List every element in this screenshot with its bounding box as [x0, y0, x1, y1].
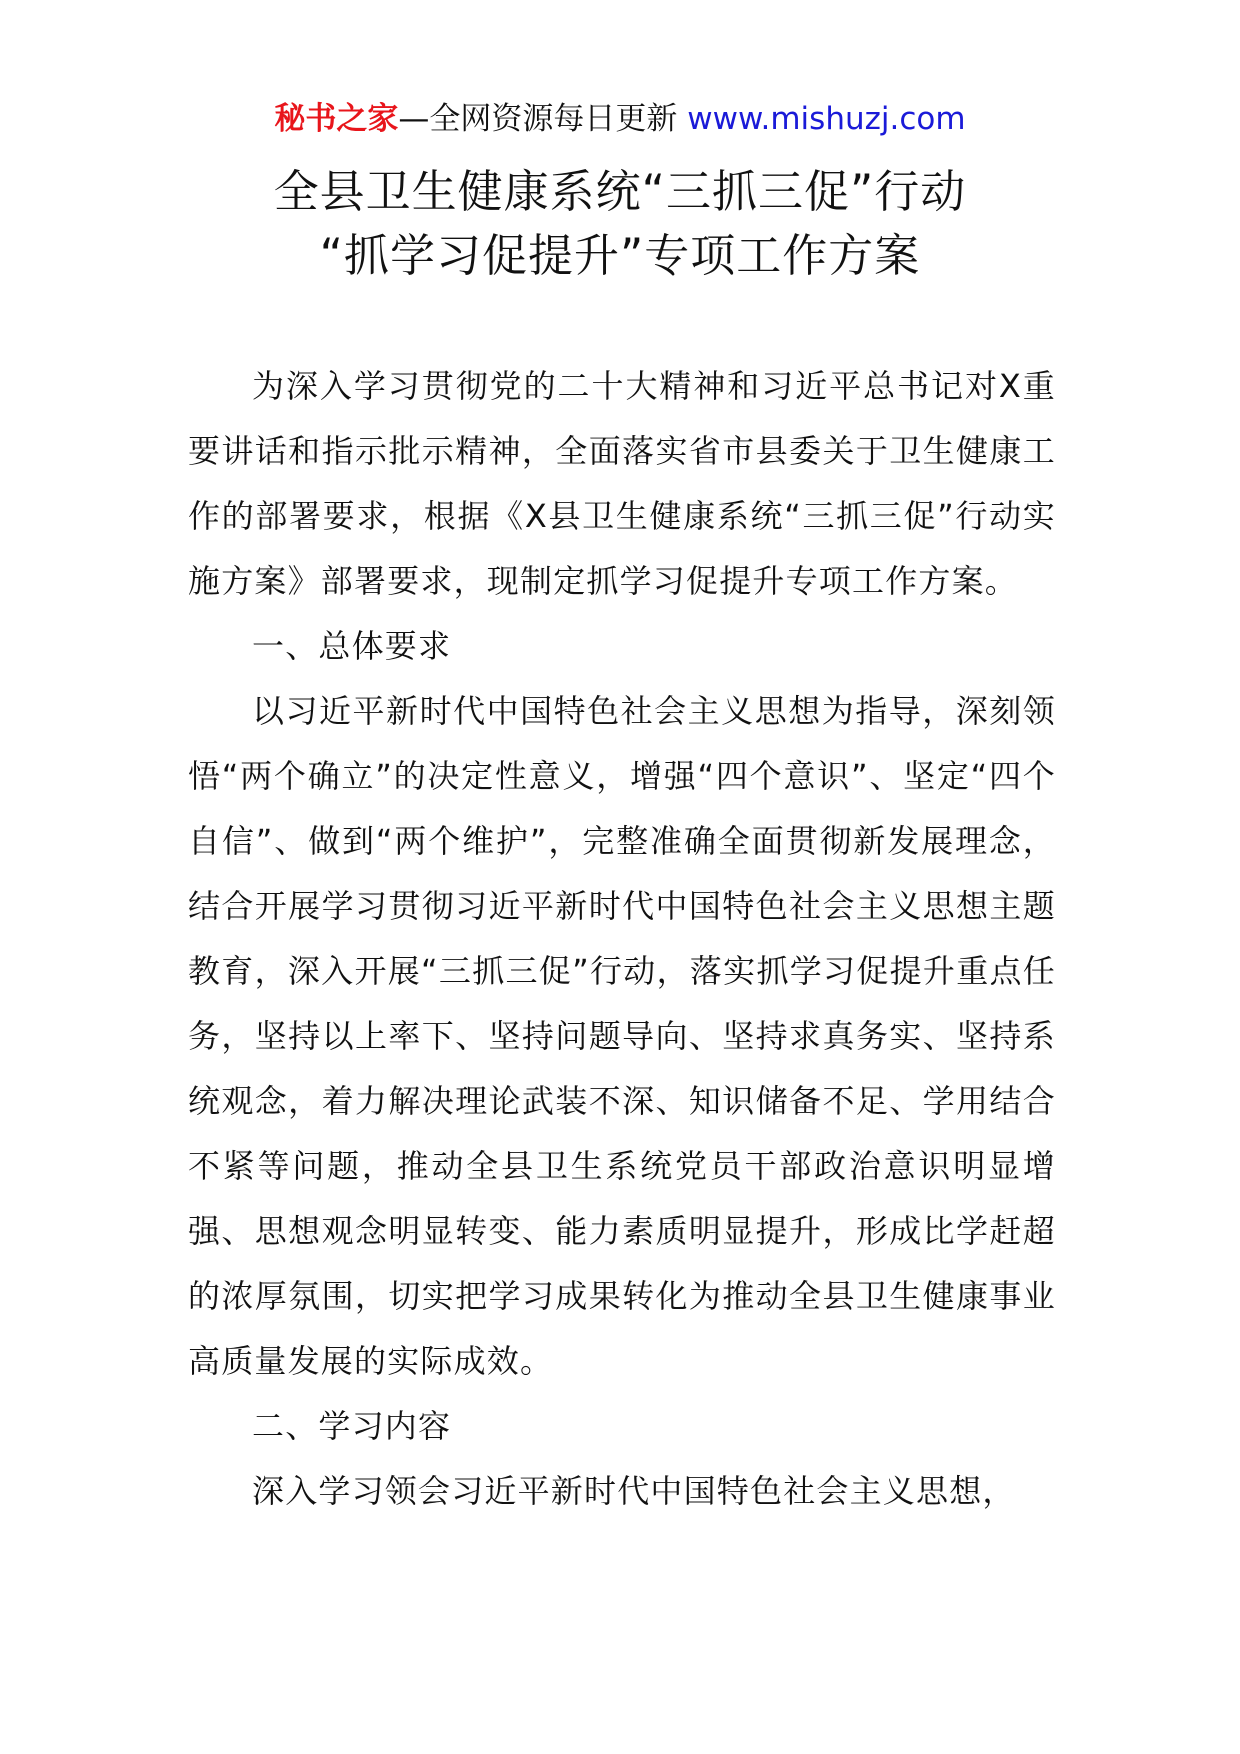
section-heading-general-requirements: 一、总体要求: [252, 627, 452, 665]
brand-name: 秘书之家: [274, 101, 399, 137]
document-body: [188, 354, 1056, 1524]
document-title-line-2: “抓学习促提升”专项工作方案: [319, 229, 921, 282]
general-requirements-paragraph: 以习近平新时代中国特色社会主义思想为指导，深刻领悟“两个确立”的决定性意义，增强“四个意识”、坚定“四个自信”、做到“两个维护”，完整准确全面贯彻新发展理念，结合开展学习贯彻习近平新时代中国特色社会主义思想主题教育，深入开展“三抓三促”行动，落实抓学习促提升重点任务，坚持以上率下、坚持问题导向、坚持求真务实、坚持系统观念，着力解决理论武装不深、知识储备不足、学用结合不紧等问题，推动全县卫生系统党员干部政治意识明显增强、思想观念明显转变、能力素质明显提升，形成比学赶超的浓厚氛围，切实把学习成果转化为推动全县卫生健康事业高质量发展的实际成效。: [188, 692, 1056, 1380]
site-url-link[interactable]: www.mishuzj.com: [687, 101, 966, 137]
intro-paragraph: 为深入学习贯彻党的二十大精神和习近平总书记对X重要讲话和指示批示精神，全面落实省市县委关于卫生健康工作的部署要求，根据《X县卫生健康系统“三抓三促”行动实施方案》部署要求，现制定抓学习促提升专项工作方案。: [188, 367, 1056, 600]
study-content-paragraph: 深入学习领会习近平新时代中国特色社会主义思想，: [252, 1472, 1016, 1510]
document-title-line-1: 全县卫生健康系统“三抓三促”行动: [273, 165, 967, 218]
section-heading-study-content: 二、学习内容: [252, 1407, 452, 1445]
site-header: [0, 98, 1240, 140]
header-tagline: —全网资源每日更新: [398, 101, 678, 137]
